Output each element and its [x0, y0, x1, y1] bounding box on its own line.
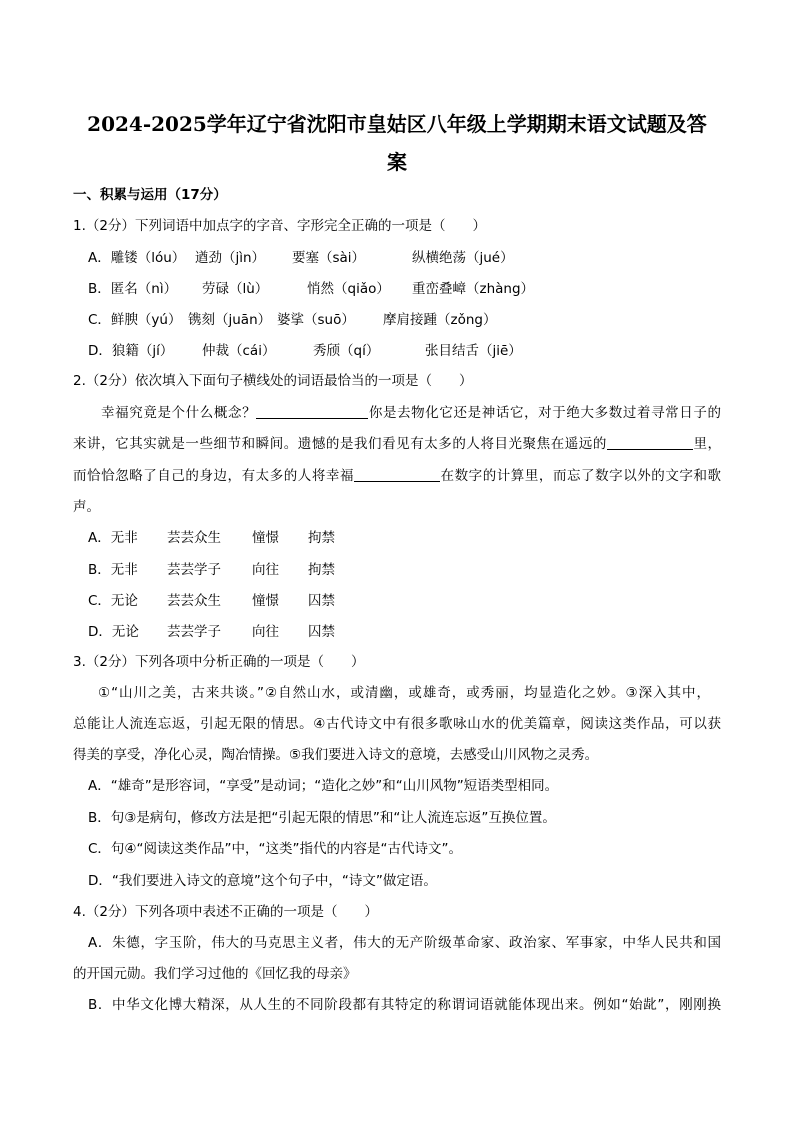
q2-option-c: C．无论	[88, 593, 138, 609]
q3-option-a: A．“雄奇”是形容词，“享受”是动词；“造化之妙”和“山川风物”短语类型相同。	[88, 778, 559, 794]
text: 你是去物化它还是神话它，对于绝大多数过着寻常日子的	[368, 405, 722, 421]
q3-option-b: B．句③是病句，修改方法是把“引起无限的情思”和“让人流连忘返”互换位置。	[88, 810, 556, 826]
q2-option-word: 拘禁	[308, 562, 335, 578]
fill-blank	[354, 467, 440, 482]
q1-option-b-word: 重峦叠嶂（zhàng）	[412, 281, 535, 297]
q4-option-a-cont: 的开国元勋。我们学习过他的《回忆我的母亲》	[73, 966, 357, 982]
q2-stem: 2.（2分）依次填入下面句子横线处的词语最恰当的一项是（ ）	[73, 373, 473, 389]
document-title: 2024-2025学年辽宁省沈阳市皇姑区八年级上学期期末语文试题及答	[87, 112, 707, 136]
text: 里，	[692, 436, 722, 452]
q1-option-c-word: 摩肩接踵（zǒng）	[383, 312, 497, 328]
text: 在数字的计算里，而忘了数字以外的文字和歌	[440, 468, 721, 484]
q2-option-word: 芸芸学子	[167, 562, 221, 578]
text: 来讲，它其实就是一些细节和瞬间。遗憾的是我们看见有太多的人将目光聚焦在遥远的	[73, 436, 607, 452]
q3-stem: 3.（2分）下列各项中分析正确的一项是（ ）	[73, 654, 365, 670]
text: 幸福究竟是个什么概念？	[101, 405, 257, 421]
q3-option-d: D．“我们要进入诗文的意境”这个句子中，“诗文”做定语。	[88, 873, 437, 889]
q1-option-a-word: 要塞（sài）	[292, 250, 366, 266]
fill-blank	[256, 404, 368, 419]
q1-stem: 1.（2分）下列词语中加点字的字音、字形完全正确的一项是（ ）	[73, 218, 486, 234]
q1-option-c-word: 婆挲（suō）	[277, 312, 355, 328]
q2-passage-line	[101, 403, 721, 423]
q2-passage-line	[73, 434, 721, 454]
q2-option-b: B．无非	[88, 562, 138, 578]
q1-option-a-word: 遒劲（jìn）	[195, 250, 266, 266]
q2-option-word: 芸芸众生	[167, 530, 221, 546]
text: 而恰恰忽略了自己的身边，有太多的人将幸福	[73, 468, 354, 484]
q2-option-word: 囚禁	[308, 593, 335, 609]
q3-passage-line: 总能让人流连忘返，引起无限的情思。④古代诗文中有很多歌咏山水的优美篇章，阅读这类作品，可以获	[73, 716, 721, 732]
q2-passage-line: 声。	[73, 499, 100, 515]
q1-option-d-word: 张目结舌（jiē）	[425, 343, 522, 359]
q4-stem: 4.（2分）下列各项中表述不正确的一项是（ ）	[73, 904, 378, 920]
fill-blank	[607, 435, 693, 450]
q2-option-word: 向往	[252, 562, 279, 578]
q1-option-a-word: 纵横绝荡（jué）	[412, 250, 514, 266]
q1-option-d-word: 秀颀（qí）	[313, 343, 380, 359]
q1-option-b-word: 悄然（qiǎo）	[307, 281, 390, 297]
q1-option-b: B．匿名（nì）	[88, 281, 178, 297]
section-heading: 一、积累与运用（17分）	[73, 187, 227, 203]
q2-option-word: 芸芸众生	[167, 593, 221, 609]
q2-option-word: 拘禁	[308, 530, 335, 546]
q1-option-d: D．狼籍（jí）	[88, 343, 174, 359]
q2-option-word: 向往	[252, 624, 279, 640]
q1-option-a: A．雕镂（lóu）	[88, 250, 186, 266]
document-title-cont: 案	[387, 150, 407, 174]
q3-passage-line: ①“山川之美，古来共谈。”②自然山水，或清幽，或雄奇，或秀丽，均显造化之妙。③深入其中，	[98, 685, 710, 701]
q2-option-d: D．无论	[88, 624, 139, 640]
q2-passage-line	[73, 466, 721, 486]
q2-option-word: 憧憬	[252, 530, 279, 546]
q3-passage-line: 得美的享受，净化心灵，陶冶情操。⑤我们要进入诗文的意境，去感受山川风物之灵秀。	[73, 747, 599, 763]
q2-option-word: 囚禁	[308, 624, 335, 640]
q1-option-c-word: 镌刻（juān）	[188, 312, 272, 328]
q1-option-c: C．鲜腴（yú）	[88, 312, 182, 328]
q2-option-word: 憧憬	[252, 593, 279, 609]
q1-option-d-word: 仲裁（cái）	[202, 343, 276, 359]
q4-option-a: A．朱德，字玉阶，伟大的马克思主义者，伟大的无产阶级革命家、政治家、军事家，中华人民共和国	[88, 935, 721, 951]
q2-option-word: 芸芸学子	[167, 624, 221, 640]
q1-option-b-word: 劳碌（lù）	[202, 281, 269, 297]
q4-option-b: B．中华文化博大精深，从人生的不同阶段都有其特定的称谓词语就能体现出来。例如“始龀”，刚刚换	[88, 997, 721, 1013]
q3-option-c: C．句④“阅读这类作品”中，“这类”指代的内容是“古代诗文”。	[88, 841, 462, 857]
q2-option-a: A．无非	[88, 530, 138, 546]
